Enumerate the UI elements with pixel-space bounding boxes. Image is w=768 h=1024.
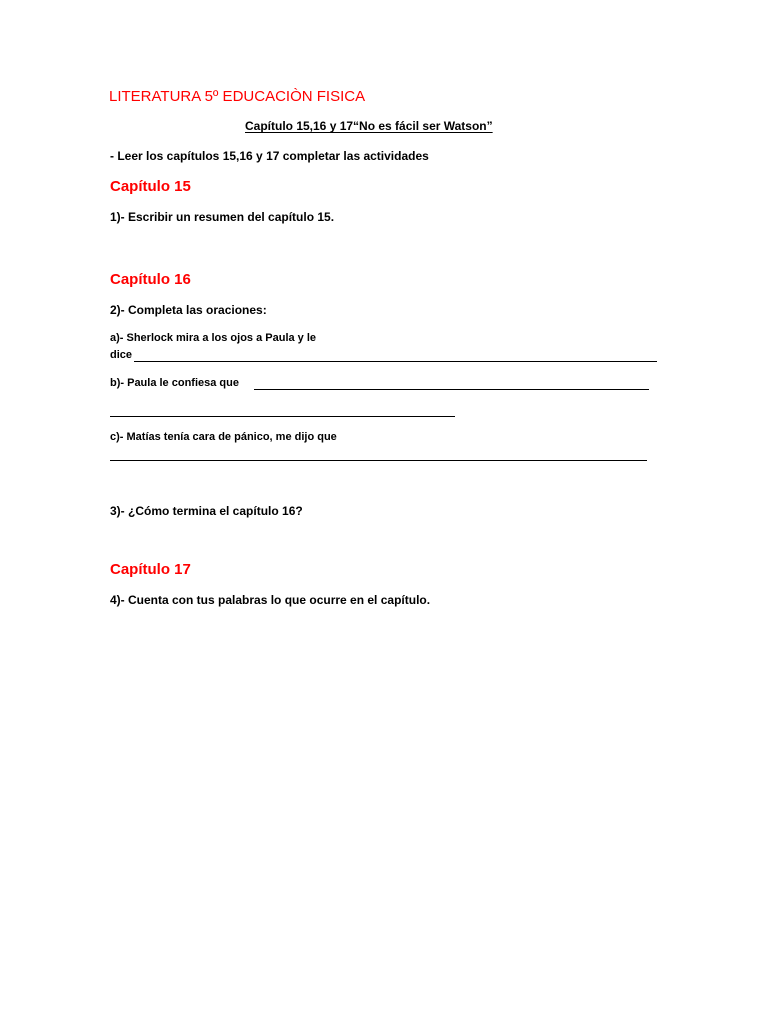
- question-4: 4)- Cuenta con tus palabras lo que ocurre en el capítulo.: [110, 593, 431, 607]
- answer-line-b: [254, 389, 649, 390]
- answer-line-c: [110, 460, 647, 461]
- document-subtitle: Capítulo 15,16 y 17“No es fácil ser Watson”: [245, 119, 493, 133]
- question-1: 1)- Escribir un resumen del capítulo 15.: [110, 210, 335, 224]
- answer-line-b-extra: [110, 416, 455, 417]
- chapter-16-heading: Capítulo 16: [110, 271, 191, 288]
- document-title: LITERATURA 5º EDUCACIÒN FISICA: [109, 88, 366, 105]
- sentence-a: a)- Sherlock mira a los ojos a Paula y le: [110, 332, 317, 344]
- chapter-15-heading: Capítulo 15: [110, 178, 191, 195]
- sentence-c: c)- Matías tenía cara de pánico, me dijo que: [110, 431, 337, 443]
- question-2: 2)- Completa las oraciones:: [110, 303, 267, 317]
- sentence-a-continuation: dice: [110, 349, 133, 361]
- question-3: 3)- ¿Cómo termina el capítulo 16?: [110, 504, 303, 518]
- sentence-b: b)- Paula le confiesa que: [110, 377, 239, 389]
- chapter-17-heading: Capítulo 17: [110, 561, 191, 578]
- instruction-text: - Leer los capítulos 15,16 y 17 completar las actividades: [110, 149, 429, 163]
- answer-line-a: [134, 361, 657, 362]
